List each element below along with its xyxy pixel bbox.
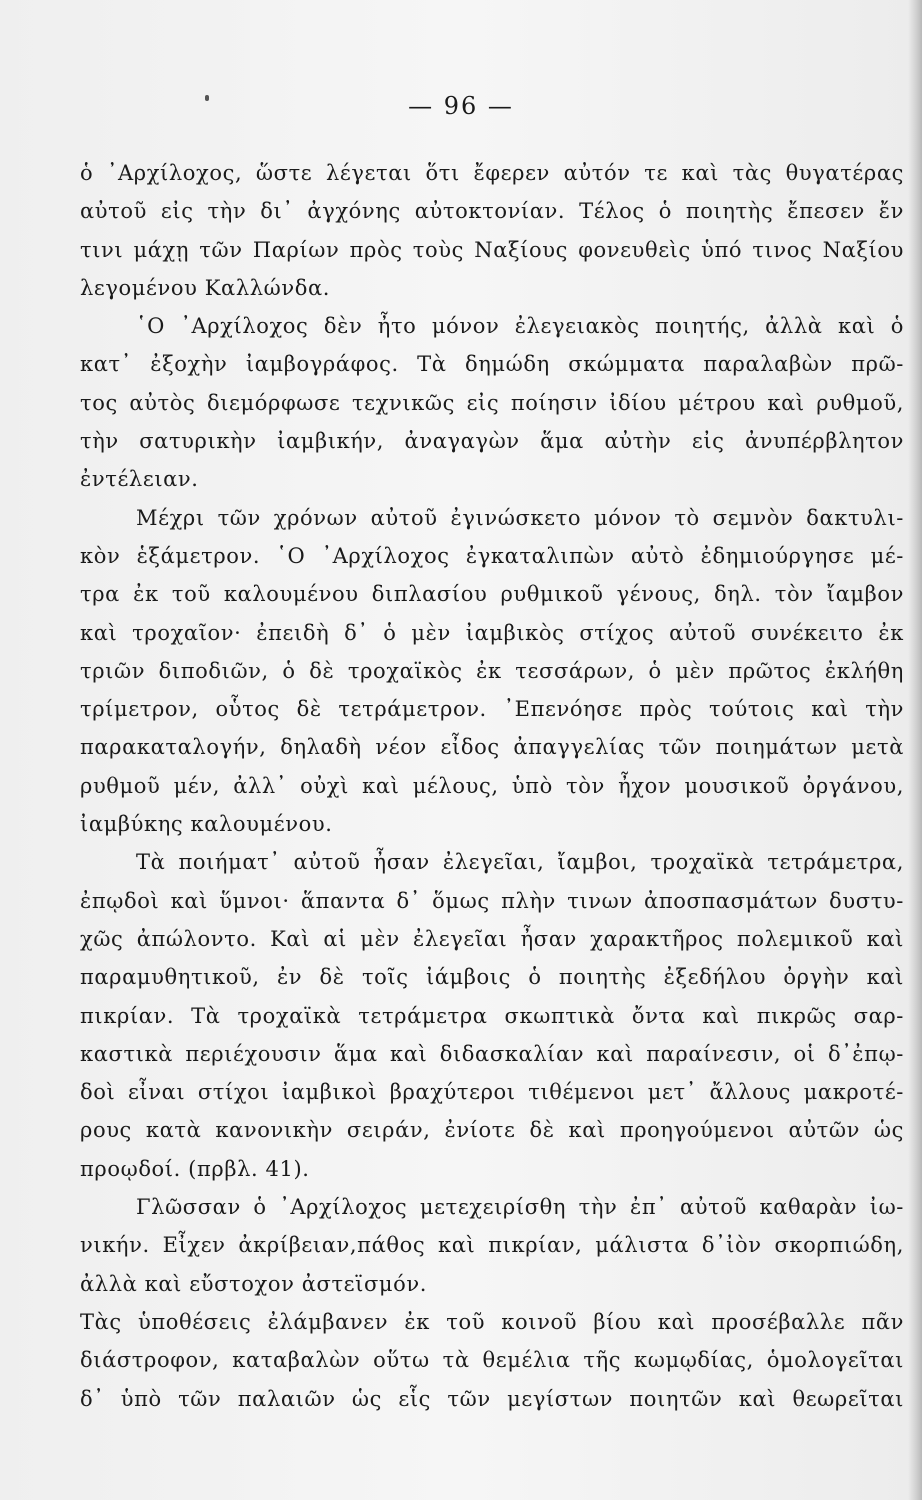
page-number: — 96 — (408, 92, 514, 120)
text-line: ῾Ο ᾿Αρχίλοχος δὲν ἦτο μόνον ἐλεγειακὸς ποιητής, ἀλλὰ καὶ ὁ (136, 314, 904, 339)
text-line: τος αὐτὸς διεμόρφωσε τεχνικῶς εἰς ποίησιν ἰδίου μέτρου καὶ ρυθμοῦ, (80, 390, 904, 415)
text-line: ὁ ᾿Αρχίλοχος, ὥστε λέγεται ὅτι ἔφερεν αὐτόν τε καὶ τὰς θυγατέρας (80, 161, 904, 185)
text-line: κατ᾿ ἐξοχὴν ἰαμβογράφος. Τὰ δημώδη σκώμματα παραλαβὼν πρῶ- (80, 352, 904, 377)
text-line: παρακαταλογήν, δηλαδὴ νέον εἶδος ἀπαγγελίας τῶν ποιημάτων μετὰ (80, 735, 904, 760)
body-text (80, 154, 904, 1418)
text-line: δοὶ εἶναι στίχοι ἰαμβικοὶ βραχύτεροι τιθέμενοι μετ᾿ ἄλλους μακροτέ- (80, 1080, 904, 1105)
text-line: τρα ἐκ τοῦ καλουμένου διπλασίου ρυθμικοῦ γένους, δηλ. τὸν ἴαμβον (80, 582, 904, 607)
text-line: Μέχρι τῶν χρόνων αὐτοῦ ἐγινώσκετο μόνον τὸ σεμνὸν δακτυλι- (136, 505, 904, 530)
text-line: ρους κατὰ κανονικὴν σειράν, ἐνίοτε δὲ καὶ προηγούμενοι αὐτῶν ὡς (80, 1118, 904, 1143)
text-line: τὴν σατυρικὴν ἰαμβικήν, ἀναγαγὼν ἅμα αὐτὴν εἰς ἀνυπέρβλητον (80, 429, 904, 454)
text-line: τινι μάχῃ τῶν Παρίων πρὸς τοὺς Ναξίους φονευθεὶς ὑπό τινος Ναξίου (80, 237, 904, 262)
text-line: τριῶν διποδιῶν, ὁ δὲ τροχαϊκὸς ἐκ τεσσάρων, ὁ μὲν πρῶτος ἐκλήθη (80, 658, 904, 683)
text-line: παραμυθητικοῦ, ἐν δὲ τοῖς ἰάμβοις ὁ ποιητὴς ἐξεδήλου ὀργὴν καὶ (80, 965, 904, 990)
text-line: ἀλλὰ καὶ εὔστοχον ἀστεϊσμόν. (80, 1271, 428, 1296)
text-line: δ᾿ ὑπὸ τῶν παλαιῶν ὡς εἷς τῶν μεγίστων ποιητῶν καὶ θεωρεῖται (80, 1386, 904, 1411)
page-edge-shadow (908, 0, 922, 1500)
text-line: νικήν. Εἶχεν ἀκρίβειαν,πάθος καὶ πικρίαν, μάλιστα δ᾿ἰὸν σκορπιώδη, (80, 1233, 904, 1258)
text-line: πικρίαν. Τὰ τροχαϊκὰ τετράμετρα σκωπτικὰ ὄντα καὶ πικρῶς σαρ- (80, 1003, 904, 1028)
text-line: αὐτοῦ εἰς τὴν δι᾿ ἀγχόνης αὐτοκτονίαν. Τέλος ὁ ποιητὴς ἔπεσεν ἔν (80, 199, 904, 224)
text-line: καστικὰ περιέχουσιν ἅμα καὶ διδασκαλίαν καὶ παραίνεσιν, οἱ δ᾿ἐπῳ- (80, 1041, 904, 1066)
text-line: Γλῶσσαν ὁ ᾿Αρχίλοχος μετεχειρίσθη τὴν ἐπ᾿ αὐτοῦ καθαρὰν ἰω- (136, 1195, 904, 1220)
text-line: τρίμετρον, οὗτος δὲ τετράμετρον. ᾿Επενόησε πρὸς τούτοις καὶ τὴν (80, 697, 904, 722)
text-line: ἰαμβύκης καλουμένου. (80, 812, 333, 837)
text-line: λεγομένου Καλλώνδα. (80, 275, 331, 300)
text-line: διάστροφον, καταβαλὼν οὕτω τὰ θεμέλια τῆς κωμῳδίας, ὁμολογεῖται (80, 1348, 904, 1373)
text-line: ἐντέλειαν. (80, 467, 199, 492)
text-line: κὸν ἑξάμετρον. ῾Ο ᾿Αρχίλοχος ἐγκαταλιπὼν αὐτὸ ἐδημιούργησε μέ- (80, 543, 904, 568)
text-line: καὶ τροχαῖον· ἐπειδὴ δ᾿ ὁ μὲν ἰαμβικὸς στίχος αὐτοῦ συνέκειτο ἐκ (80, 620, 904, 645)
text-line: ἐπῳδοὶ καὶ ὕμνοι· ἅπαντα δ᾿ ὅμως πλὴν τινων ἀποσπασμάτων δυστυ- (80, 888, 904, 913)
text-line: χῶς ἀπώλοντο. Καὶ αἱ μὲν ἐλεγεῖαι ἦσαν χαρακτῆρος πολεμικοῦ καὶ (80, 926, 904, 951)
text-line: ρυθμοῦ μέν, ἀλλ᾿ οὐχὶ καὶ μέλους, ὑπὸ τὸν ἦχον μουσικοῦ ὀργάνου, (80, 773, 904, 798)
text-line: προῳδοί. (πρβλ. 41). (80, 1156, 310, 1181)
text-line: Τὰς ὑποθέσεις ἐλάμβανεν ἐκ τοῦ κοινοῦ βίου καὶ προσέβαλλε πᾶν (80, 1309, 904, 1334)
text-line: Τὰ ποιήματ᾿ αὐτοῦ ἦσαν ἐλεγεῖαι, ἴαμβοι, τροχαϊκὰ τετράμετρα, (136, 850, 904, 875)
